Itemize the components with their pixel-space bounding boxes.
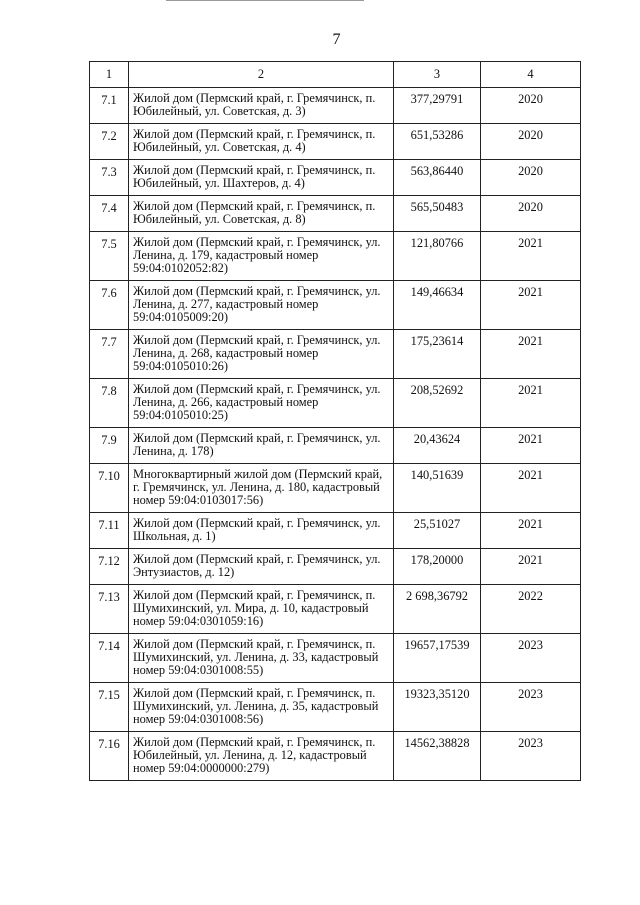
- row-year-cell: 2020: [481, 196, 581, 232]
- row-year-cell: 2021: [481, 330, 581, 379]
- table-row: [90, 549, 581, 585]
- row-description-cell: Жилой дом (Пермский край, г. Гремячинск, ул. Ленина, д. 178): [129, 428, 394, 464]
- row-number-cell: 7.4: [90, 196, 129, 232]
- table-row: [90, 281, 581, 330]
- row-value-cell: 208,52692: [394, 379, 481, 428]
- table-row: [90, 683, 581, 732]
- row-year-cell: 2020: [481, 160, 581, 196]
- row-value-cell: 178,20000: [394, 549, 481, 585]
- page-number: 7: [332, 31, 341, 48]
- row-number-cell: 7.13: [90, 585, 129, 634]
- row-number-cell: 7.6: [90, 281, 129, 330]
- row-year-cell: 2023: [481, 683, 581, 732]
- row-description-cell: Жилой дом (Пермский край, г. Гремячинск, п. Шумихинский, ул. Ленина, д. 35, кадастровый номер 59:04:0301008:56): [129, 683, 394, 732]
- row-value-cell: 14562,38828: [394, 732, 481, 781]
- table-header-row: [90, 62, 581, 88]
- row-number-cell: 7.2: [90, 124, 129, 160]
- row-value-cell: 20,43624: [394, 428, 481, 464]
- row-number-cell: 7.1: [90, 88, 129, 124]
- row-number-cell: 7.7: [90, 330, 129, 379]
- row-description-cell: Жилой дом (Пермский край, г. Гремячинск, п. Юбилейный, ул. Ленина, д. 12, кадастровый номер 59:04:0000000:279): [129, 732, 394, 781]
- row-description-cell: Жилой дом (Пермский край, г. Гремячинск, ул. Ленина, д. 277, кадастровый номер 59:04:0105009:20): [129, 281, 394, 330]
- row-value-cell: 565,50483: [394, 196, 481, 232]
- row-year-cell: 2020: [481, 88, 581, 124]
- table-row: [90, 513, 581, 549]
- row-description-cell: Жилой дом (Пермский край, г. Гремячинск, п. Юбилейный, ул. Советская, д. 8): [129, 196, 394, 232]
- table-row: [90, 634, 581, 683]
- row-number-cell: 7.9: [90, 428, 129, 464]
- row-year-cell: 2022: [481, 585, 581, 634]
- row-number-cell: 7.16: [90, 732, 129, 781]
- row-year-cell: 2020: [481, 124, 581, 160]
- row-year-cell: 2021: [481, 513, 581, 549]
- row-description-cell: Жилой дом (Пермский край, г. Гремячинск, ул. Ленина, д. 266, кадастровый номер 59:04:0105010:25): [129, 379, 394, 428]
- table-row: [90, 464, 581, 513]
- row-year-cell: 2023: [481, 732, 581, 781]
- row-description-cell: Жилой дом (Пермский край, г. Гремячинск, п. Шумихинский, ул. Ленина, д. 33, кадастровый номер 59:04:0301008:55): [129, 634, 394, 683]
- table-row: [90, 232, 581, 281]
- row-number-cell: 7.5: [90, 232, 129, 281]
- table-row: [90, 160, 581, 196]
- header-cell-1: 1: [90, 62, 129, 88]
- table-row: [90, 379, 581, 428]
- table-row: [90, 196, 581, 232]
- row-year-cell: 2021: [481, 464, 581, 513]
- header-cell-4: 4: [481, 62, 581, 88]
- row-value-cell: 2 698,36792: [394, 585, 481, 634]
- row-year-cell: 2021: [481, 379, 581, 428]
- row-value-cell: 19323,35120: [394, 683, 481, 732]
- table-row: [90, 124, 581, 160]
- row-value-cell: 651,53286: [394, 124, 481, 160]
- row-year-cell: 2021: [481, 549, 581, 585]
- row-number-cell: 7.14: [90, 634, 129, 683]
- row-description-cell: Жилой дом (Пермский край, г. Гремячинск, ул. Ленина, д. 268, кадастровый номер 59:04:0105010:26): [129, 330, 394, 379]
- header-cell-2: 2: [129, 62, 394, 88]
- row-description-cell: Многоквартирный жилой дом (Пермский край, г. Гремячинск, ул. Ленина, д. 180, кадастровый номер 59:04:0103017:56): [129, 464, 394, 513]
- row-value-cell: 149,46634: [394, 281, 481, 330]
- row-year-cell: 2021: [481, 428, 581, 464]
- row-value-cell: 563,86440: [394, 160, 481, 196]
- row-number-cell: 7.11: [90, 513, 129, 549]
- row-number-cell: 7.3: [90, 160, 129, 196]
- row-value-cell: 175,23614: [394, 330, 481, 379]
- row-description-cell: Жилой дом (Пермский край, г. Гремячинск, п. Юбилейный, ул. Советская, д. 3): [129, 88, 394, 124]
- row-value-cell: 25,51027: [394, 513, 481, 549]
- row-number-cell: 7.10: [90, 464, 129, 513]
- data-table: [89, 61, 581, 781]
- table-row: [90, 585, 581, 634]
- row-description-cell: Жилой дом (Пермский край, г. Гремячинск, ул. Школьная, д. 1): [129, 513, 394, 549]
- row-description-cell: Жилой дом (Пермский край, г. Гремячинск, ул. Энтузиастов, д. 12): [129, 549, 394, 585]
- row-year-cell: 2021: [481, 281, 581, 330]
- row-year-cell: 2021: [481, 232, 581, 281]
- table-row: [90, 428, 581, 464]
- row-year-cell: 2023: [481, 634, 581, 683]
- row-description-cell: Жилой дом (Пермский край, г. Гремячинск, п. Шумихинский, ул. Мира, д. 10, кадастровый номер 59:04:0301059:16): [129, 585, 394, 634]
- row-number-cell: 7.15: [90, 683, 129, 732]
- row-number-cell: 7.12: [90, 549, 129, 585]
- table-body: [90, 62, 581, 781]
- table-row: [90, 330, 581, 379]
- table-row: [90, 88, 581, 124]
- top-rule: [166, 0, 364, 1]
- table-row: [90, 732, 581, 781]
- row-description-cell: Жилой дом (Пермский край, г. Гремячинск, ул. Ленина, д. 179, кадастровый номер 59:04:0102052:82): [129, 232, 394, 281]
- row-value-cell: 140,51639: [394, 464, 481, 513]
- row-value-cell: 121,80766: [394, 232, 481, 281]
- row-value-cell: 377,29791: [394, 88, 481, 124]
- row-number-cell: 7.8: [90, 379, 129, 428]
- row-value-cell: 19657,17539: [394, 634, 481, 683]
- header-cell-3: 3: [394, 62, 481, 88]
- row-description-cell: Жилой дом (Пермский край, г. Гремячинск, п. Юбилейный, ул. Шахтеров, д. 4): [129, 160, 394, 196]
- row-description-cell: Жилой дом (Пермский край, г. Гремячинск, п. Юбилейный, ул. Советская, д. 4): [129, 124, 394, 160]
